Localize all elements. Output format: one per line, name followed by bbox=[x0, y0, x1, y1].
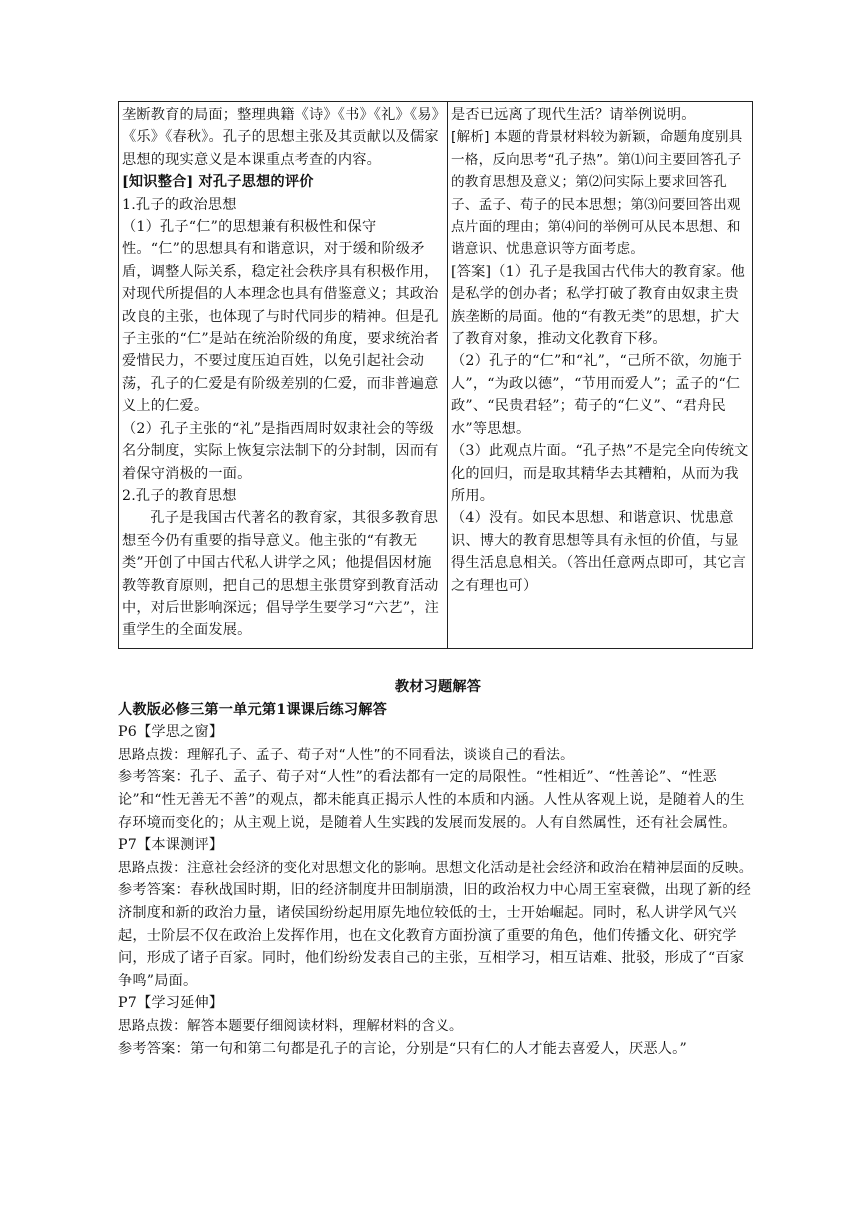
p7-test-heading: P7【本课测评】 bbox=[118, 837, 224, 854]
answer-1: [答案]（1）孔子是我国古代伟大的教育家。他是私学的创办者；私学打破了教育由奴隶主贵族垄断的局面。他的“有教无类”的思想，扩大了教育对象，推动文化教育下移。 bbox=[451, 263, 746, 348]
p7-test-answer: 参考答案：春秋战国时期，旧的经济制度井田制崩溃，旧的政治权力中心周王室衰微，出现了新的经济制度和新的政治力量，诸侯国纷纷起用原先地位较低的士，士开始崛起。同时，私人讲学风气兴起，士阶层不仅在政治上发挥作用，也在文化教育方面扮演了重要的角色，他们传播文化、研究学问，形成了诸子百家。同时，他们纷纷发表自己的主张，互相学习，相互诘难、批驳，形成了“百家争鸣”局面。 bbox=[118, 882, 752, 989]
textbook-exercise-section bbox=[118, 676, 758, 1060]
answer-3: （3）此观点片面。“孔子热”不是完全向传统文化的回归，而是取其精华去其糟粕，从而为我所用。 bbox=[451, 443, 749, 504]
answer-4: （4）没有。如民本思想、和谐意识、忧患意识、博大的教育思想等具有永恒的价值，与显得生活息息相关。（答出任意两点即可，其它言之有理也可） bbox=[451, 510, 747, 594]
intro-paragraph: 垄断教育的局面；整理典籍《诗》《书》《礼》《易》《乐》《春秋》。孔子的思想主张及其贡献以及儒家思想的现实意义是本课重点考查的内容。 bbox=[122, 107, 439, 168]
answer-2: （2）孔子的“仁”和“礼”，“己所不欲，勿施于人”，“为政以德”，“节用而爱人”；孟子的“仁政”、“民贵君轻”；荀子的“仁义”、“君舟民水”等思想。 bbox=[451, 353, 743, 437]
p6-hint: 思路点拨：理解孔子、孟子、荀子对“人性”的不同看法，谈谈自己的看法。 bbox=[118, 746, 574, 763]
knowledge-integration-heading: [知识整合] 对孔子思想的评价 bbox=[122, 174, 314, 191]
p7-extension-heading: P7【学习延伸】 bbox=[118, 995, 224, 1012]
analysis-paragraph: [解析] 本题的背景材料较为新颖，命题角度别具一格，反向思考“孔子热”。第⑴问主要回答孔子的教育思想及意义；第⑵问实际上要求回答孔子、孟子、荀子的民本思想；第⑶问要回答出观点片面的理由；第⑷问的举例可从民本思想、和谐意识、忧患意识等方面考虑。 bbox=[451, 129, 743, 258]
p7-extension-hint: 思路点拨：解答本题要仔细阅读材料，理解材料的含义。 bbox=[118, 1017, 463, 1034]
question-tail: 是否已远离了现代生活？请举例说明。 bbox=[451, 107, 696, 123]
section-subtitle: 人教版必修三第一单元第1课课后练习解答 bbox=[118, 701, 388, 718]
p7-extension-answer: 参考答案：第一句和第二句都是孔子的言论，分别是“只有仁的人才能去喜爱人，厌恶人。” bbox=[118, 1040, 687, 1057]
ren-paragraph: （1）孔子“仁”的思想兼有积极性和保守性。“仁”的思想具有和谐意识，对于缓和阶级矛盾，调整人际关系，稳定社会秩序具有积极作用，对现代所提倡的人本理念也具有借鉴意义；其政治改良的主张，也体现了与时代同步的精神。但是孔子主张的“仁”是站在统治阶级的角度，要求统治者爱惜民力，不要过度压迫百姓，以免引起社会动荡，孔子的仁爱是有阶级差别的仁爱，而非普遍意义上的仁爱。 bbox=[122, 219, 440, 415]
knowledge-column bbox=[119, 102, 448, 649]
p6-answer: 参考答案：孔子、孟子、荀子对“人性”的看法都有一定的局限性。“性相近”、“性善论”、“性恶论”和“性无善无不善”的观点，都未能真正揭示人性的本质和内涵。人性从客观上说，是随着人的生存环境而变化的；从主观上说，是随着人生实践的发展而发展的。人有自然属性，还有社会属性。 bbox=[118, 769, 745, 831]
p6-heading: P6【学思之窗】 bbox=[118, 724, 224, 741]
question-answer-column bbox=[448, 102, 753, 649]
answer-table bbox=[118, 101, 753, 649]
li-paragraph: （2）孔子主张的“礼”是指西周时奴隶社会的等级名分制度，实际上恢复宗法制下的分封制，因而有着保守消极的一面。 bbox=[122, 420, 439, 482]
section-title: 教材习题解答 bbox=[394, 679, 482, 695]
p7-test-hint: 思路点拨：注意社会经济的变化对思想文化的影响。思想文化活动是社会经济和政治在精神层面的反映。 bbox=[118, 859, 753, 876]
political-thought-heading: 1.孔子的政治思想 bbox=[122, 196, 237, 213]
education-thought-heading: 2.孔子的教育思想 bbox=[122, 487, 237, 504]
education-paragraph: 孔子是我国古代著名的教育家，其很多教育思想至今仍有重要的指导意义。他主张的“有教无类”开创了中国古代私人讲学之风；他提倡因材施教等教育原则，把自己的思想主张贯穿到教育活动中，对后世影响深远；倡导学生要学习“六艺”，注重学生的全面发展。 bbox=[122, 510, 440, 639]
